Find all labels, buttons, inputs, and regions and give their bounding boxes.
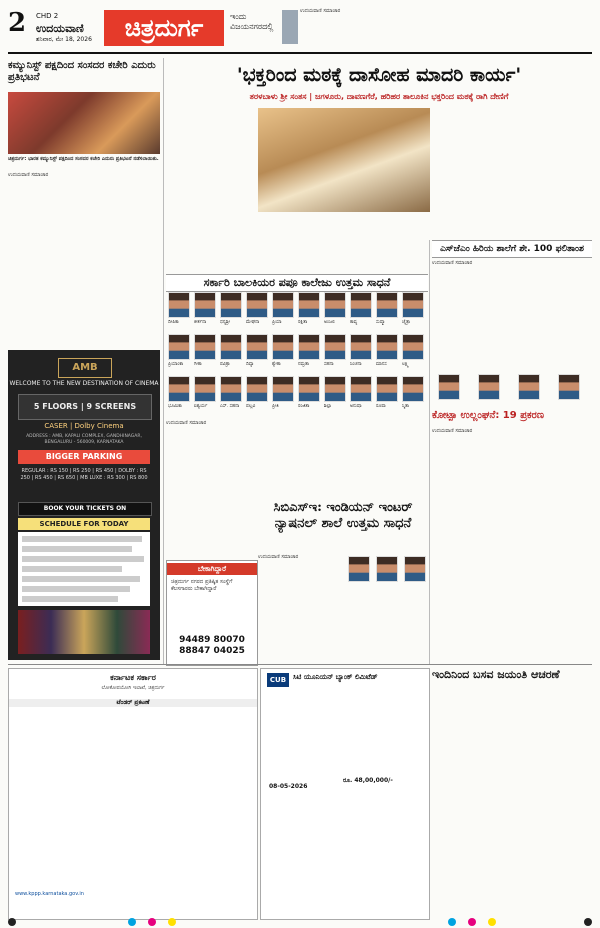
tender-subtitle: ಲೋಕೋಪಯೋಗಿ ಇಲಾಖೆ, ಚಿತ್ರದುರ್ಗ bbox=[101, 685, 165, 691]
cbse-body-b bbox=[346, 598, 428, 662]
wanted-ad bbox=[166, 560, 258, 666]
amb-tagline: WELCOME TO THE NEW DESTINATION OF CINEMA bbox=[9, 380, 159, 387]
kotpa-headline: ಕೋಟ್ಪಾ ಉಲ್ಲಂಘನೆ: 19 ಪ್ರಕರಣ bbox=[432, 410, 544, 421]
wanted-phones bbox=[167, 635, 257, 657]
student-photo bbox=[168, 292, 190, 318]
cbse-photos bbox=[346, 554, 428, 594]
lead-byline: ಉದಯವಾಣಿ ಸಮಾಚಾರ bbox=[300, 8, 341, 14]
sjm-student-photos bbox=[434, 372, 590, 402]
student-name: ರೂಪಾ bbox=[376, 404, 386, 409]
student-photo bbox=[402, 334, 424, 360]
students-body-c bbox=[346, 420, 428, 496]
tender-body bbox=[15, 711, 251, 887]
sjm-byline: ಉದಯವಾಣಿ ಸಮಾಚಾರ bbox=[432, 260, 473, 266]
paper-name: ಉದಯವಾಣಿ bbox=[36, 22, 84, 35]
tender-website: www.kppp.karnataka.gov.in bbox=[15, 891, 84, 897]
amb-screens: 5 FLOORS | 9 SCREENS bbox=[18, 394, 152, 420]
cub-body-bottom bbox=[267, 795, 423, 913]
student-name: ಪವಿತ್ರಾ bbox=[220, 362, 230, 367]
movie-posters bbox=[18, 610, 150, 654]
student-photo bbox=[350, 334, 372, 360]
student-name: ಕಾವ್ಯ bbox=[350, 320, 358, 325]
student-name: ಲಕ್ಷ್ಮಿ bbox=[402, 362, 409, 367]
student-name: ಧನ್ಯಶ್ರೀ bbox=[220, 320, 230, 325]
masthead bbox=[8, 8, 592, 54]
amb-logo: AMB bbox=[58, 358, 112, 378]
student-photo bbox=[272, 292, 294, 318]
student-photo bbox=[402, 292, 424, 318]
cub-body-top bbox=[267, 693, 423, 773]
print-registration-marks bbox=[8, 918, 592, 926]
left-story-body-a bbox=[8, 172, 82, 344]
student-photo bbox=[350, 292, 372, 318]
student-name: ದಿವ್ಯಾ bbox=[246, 362, 255, 367]
student-photo bbox=[324, 292, 346, 318]
kotpa-byline: ಉದಯವಾಣಿ ಸಮಾಚಾರ bbox=[432, 428, 473, 434]
schedule-table bbox=[18, 532, 150, 606]
top-lead-text bbox=[300, 8, 592, 48]
main-body-col5 bbox=[514, 108, 592, 236]
protest-photo bbox=[8, 92, 160, 154]
student-name: ದೀಪಿಕಾ bbox=[168, 320, 179, 325]
student-photo bbox=[246, 292, 268, 318]
tender-notice bbox=[8, 668, 258, 920]
students-body-a bbox=[166, 420, 254, 556]
student-name: ಗೀತಾ bbox=[194, 362, 202, 367]
student-photo bbox=[324, 334, 346, 360]
city-banner: ಚಿತ್ರದುರ್ಗ bbox=[104, 10, 224, 46]
student-name: ಎಸ್. ಸಹನಾ bbox=[220, 404, 240, 409]
main-story-photo bbox=[258, 108, 430, 212]
student-name: ಚೈತ್ರಾ bbox=[402, 320, 411, 325]
photo-caption: ಚಿತ್ರದುರ್ಗ: ಭಾರತ ಕಮ್ಯುನಿಸ್ಟ್ ಪಕ್ಷದಿಂದ ಸಂಸದರ ಕಚೇರಿ ಎದುರು ಪ್ರತಿಭಟನೆ ನಡೆಸಲಾಯಿತು. bbox=[8, 156, 159, 162]
tender-title: ಕರ್ನಾಟಕ ಸರ್ಕಾರ bbox=[110, 673, 156, 682]
student-name: ಸಹನಾ bbox=[324, 362, 334, 367]
basava-body-b bbox=[514, 688, 592, 914]
student-photo bbox=[194, 376, 216, 402]
kotpa-body-a bbox=[432, 428, 510, 662]
tender-label: ಟೆಂಡರ್ ಪ್ರಕಟಣೆ bbox=[9, 699, 257, 707]
student-photo bbox=[350, 376, 372, 402]
student-name: ಕೀರ್ತನಾ bbox=[194, 320, 207, 325]
student-photo bbox=[168, 334, 190, 360]
student-photo bbox=[298, 292, 320, 318]
cbse-byline: ಉದಯವಾಣಿ ಸಮಾಚಾರ bbox=[258, 554, 299, 560]
student-photo bbox=[376, 334, 398, 360]
student-name: ಮಾನಸ bbox=[376, 362, 387, 367]
student-photo bbox=[168, 376, 190, 402]
student-photo bbox=[324, 376, 346, 402]
main-body-col4 bbox=[434, 108, 510, 236]
student-photo bbox=[272, 376, 294, 402]
main-body-col2 bbox=[258, 216, 342, 272]
amb-address: ADDRESS : AMB, KAPALI COMPLEX, GANDHINAGAR, BENGALURU - 560009, KARNATAKA bbox=[26, 434, 142, 445]
phone-1: 94489 80070 bbox=[179, 635, 245, 645]
main-body-col3 bbox=[346, 216, 430, 272]
cub-bank-notice bbox=[260, 668, 430, 920]
page-number: 2 bbox=[8, 8, 27, 38]
student-photo bbox=[194, 292, 216, 318]
student-name: ಪಲ್ಲವಿ bbox=[246, 404, 256, 409]
student-name: ರಂಜಿತಾ bbox=[298, 404, 310, 409]
student-name: ಪ್ರಿಯಾ bbox=[272, 320, 282, 325]
student-name: ಮೇಘನಾ bbox=[246, 320, 260, 325]
amb-schedule: SCHEDULE FOR TODAY bbox=[18, 518, 150, 530]
left-story-headline: ಕಮ್ಯುನಿಸ್ಟ್ ಪಕ್ಷದಿಂದ ಸಂಸದರ ಕಚೇರಿ ಎದುರು ಪ್ರತಿಭಟನೆ bbox=[8, 60, 156, 83]
wanted-title: ಬೇಕಾಗಿದ್ದಾರೆ bbox=[167, 563, 257, 575]
main-subheadline: ತರಳಬಾಳು ಶ್ರೀ ಸಂತಸ | ಜಗಳೂರು, ದಾವಣಗೆರೆ, ಹರಿಹರ ತಾಲೂಕಿನ ಭಕ್ತರಿಂದ ಮಠಕ್ಕೆ ರಾಗಿ ದೇಣಿಗೆ bbox=[249, 92, 509, 101]
student-photo bbox=[376, 292, 398, 318]
student-name: ಸ್ಮಿತಾ bbox=[402, 404, 409, 409]
student-photo-grid bbox=[166, 290, 428, 416]
cub-amount: ರೂ. 48,00,000/- bbox=[343, 777, 393, 784]
cbse-body-a bbox=[258, 554, 342, 662]
amb-cinema-ad bbox=[8, 350, 160, 660]
student-photo bbox=[272, 334, 294, 360]
students-headline: ಸರ್ಕಾರಿ ಬಾಲಕಿಯರ ಪಪೂ ಕಾಲೇಜು ಉತ್ತಮ ಸಾಧನೆ bbox=[166, 274, 428, 292]
edition-code: CHD 2 bbox=[36, 12, 59, 20]
student-name: ಪ್ರೀತಿ bbox=[272, 404, 279, 409]
amb-book: BOOK YOUR TICKETS ON bbox=[18, 502, 152, 516]
amb-dolby: CASER | Dolby Cinema bbox=[44, 422, 124, 430]
main-headline: 'ಭಕ್ತರಿಂದ ಮಠಕ್ಕೆ ದಾಸೋಹ ಮಾದರಿ ಕಾರ್ಯ' bbox=[236, 64, 522, 86]
wanted-text: ಚಿತ್ರದುರ್ಗ ನಗರದ ಪ್ರತಿಷ್ಠಿತ ಸಂಸ್ಥೆಗೆ ಕೆಲಸಗಾರರು ಬೇಕಾಗಿದ್ದಾರೆ bbox=[171, 579, 233, 592]
amb-prices: REGULAR : RS 150 | RS 250 | RS 450 | DOLBY : RS 250 | RS 450 | RS 650 | MB LUXE : RS 300 | RS 800 bbox=[20, 468, 148, 481]
student-photo bbox=[220, 376, 242, 402]
student-name: ನಮ್ರತಾ bbox=[298, 362, 309, 367]
cub-logo: CUB bbox=[267, 673, 289, 687]
left-story-body-b bbox=[86, 172, 160, 344]
students-byline: ಉದಯವಾಣಿ ಸಮಾಚಾರ bbox=[166, 420, 207, 426]
promo-image bbox=[282, 10, 298, 44]
student-photo bbox=[246, 334, 268, 360]
student-photo bbox=[298, 334, 320, 360]
student-name: ಶ್ವೇತಾ bbox=[272, 362, 281, 367]
basava-body-a bbox=[432, 688, 510, 914]
sjm-body-a bbox=[432, 260, 510, 370]
student-photo bbox=[220, 292, 242, 318]
student-name: ಸುಷ್ಮಾ bbox=[376, 320, 386, 325]
student-photo bbox=[246, 376, 268, 402]
cbse-headline: ಸಿಬಿಎಸ್ಇ: ಇಂಡಿಯನ್ ಇಂಟರ್ ನ್ಯಾಷನಲ್ ಶಾಲೆ ಉತ್ತಮ ಸಾಧನೆ bbox=[273, 500, 413, 531]
student-photo bbox=[376, 376, 398, 402]
amb-parking: BIGGER PARKING bbox=[18, 450, 150, 464]
student-name: ಭೂಮಿಕಾ bbox=[168, 404, 182, 409]
issue-date: ಶನಿವಾರ, ಮೇ 18, 2026 bbox=[36, 36, 92, 43]
student-name: ಪ್ರಿಯಾಂಕಾ bbox=[168, 362, 184, 367]
student-name: ಅನುಷಾ bbox=[350, 404, 362, 409]
main-body-col1 bbox=[166, 108, 254, 272]
sjm-headline: ಎಸ್‌ಜೆಎಂ ಹಿರಿಯ ಶಾಲೆಗೆ ಶೇ. 100 ಫಲಿತಾಂಶ bbox=[432, 240, 592, 258]
student-name: ಅಂಜಲಿ bbox=[324, 320, 335, 325]
student-name: ಶಿಲ್ಪಾ bbox=[324, 404, 332, 409]
promo-text: ಇಂದು ವಿಜಯನಗರದಲ್ಲಿ bbox=[230, 12, 274, 31]
student-photo bbox=[402, 376, 424, 402]
student-name: ಐಶ್ವರ್ಯ bbox=[194, 404, 208, 409]
students-body-b bbox=[258, 420, 342, 496]
phone-2: 88847 04025 bbox=[179, 646, 245, 656]
student-photo bbox=[220, 334, 242, 360]
kotpa-body-b bbox=[514, 428, 592, 662]
student-photo bbox=[194, 334, 216, 360]
basava-headline: ಇಂದಿನಿಂದ ಬಸವ ಜಯಂತಿ ಆಚರಣೆ bbox=[432, 668, 560, 681]
cub-date: 08-05-2026 bbox=[269, 783, 308, 790]
sjm-body-b bbox=[514, 260, 592, 370]
cub-name: ಸಿಟಿ ಯೂನಿಯನ್ ಬ್ಯಾಂಕ್ ಲಿಮಿಟೆಡ್ bbox=[293, 673, 378, 681]
student-photo bbox=[298, 376, 320, 402]
left-story-byline: ಉದಯವಾಣಿ ಸಮಾಚಾರ bbox=[8, 172, 49, 178]
student-name: ಸಿಂಚನಾ bbox=[350, 362, 362, 367]
student-name: ರಕ್ಷಿತಾ bbox=[298, 320, 308, 325]
